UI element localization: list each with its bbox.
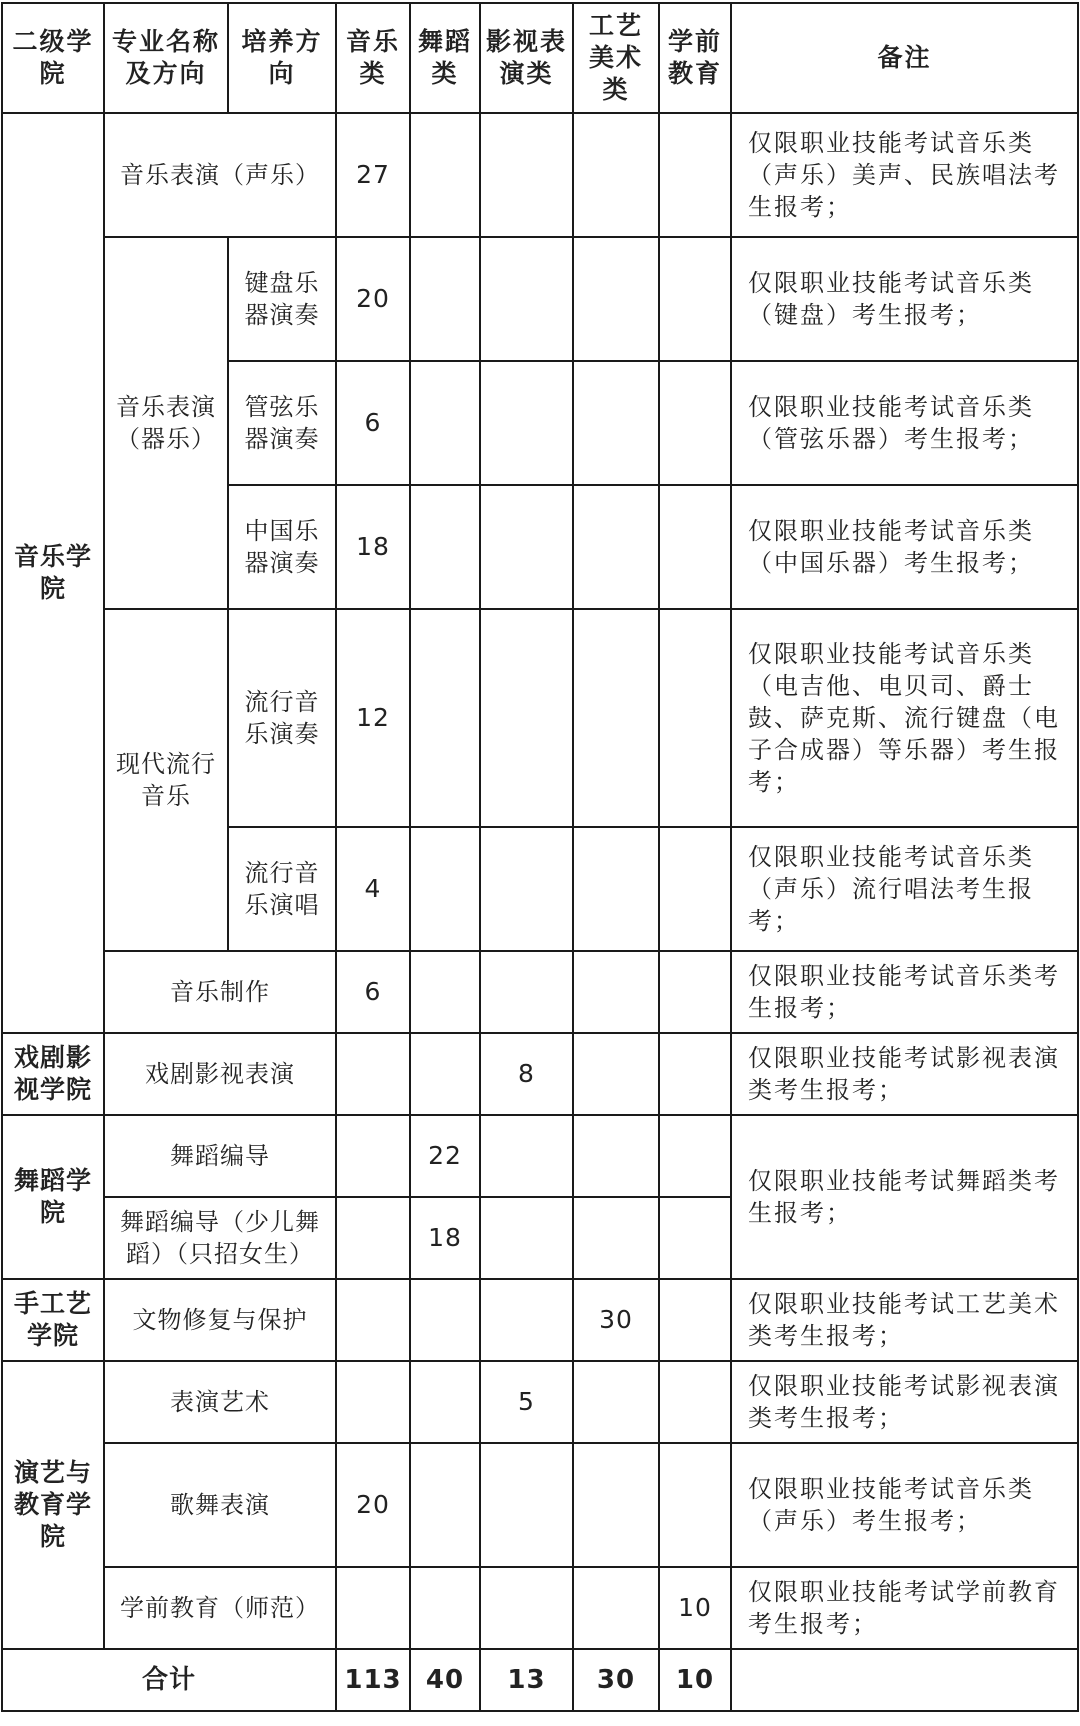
major-cell: 音乐表演（声乐）: [104, 113, 336, 237]
header-craft: 工艺美术类: [573, 3, 659, 113]
total-craft: 30: [573, 1649, 659, 1711]
major-cell: 音乐表演（器乐）: [104, 237, 228, 609]
remark-cell: 仅限职业技能考试舞蹈类考生报考；: [731, 1115, 1078, 1279]
major-cell: 音乐制作: [104, 951, 336, 1033]
college-performing-edu: 演艺与教育学院: [2, 1361, 104, 1649]
table-row: [2, 609, 1078, 827]
major-cell: 戏剧影视表演: [104, 1033, 336, 1115]
training-cell: 管弦乐器演奏: [228, 361, 336, 485]
header-college: 二级学院: [2, 3, 104, 113]
music-count: 20: [336, 1443, 410, 1567]
college-handicraft: 手工艺学院: [2, 1279, 104, 1361]
header-dance: 舞蹈类: [410, 3, 480, 113]
major-cell: 现代流行音乐: [104, 609, 228, 951]
music-count: 20: [336, 237, 410, 361]
dance-count: 18: [410, 1197, 480, 1279]
total-row: [2, 1649, 1078, 1711]
remark-cell: 仅限职业技能考试影视表演类考生报考；: [731, 1033, 1078, 1115]
header-major: 专业名称及方向: [104, 3, 228, 113]
table-row: [2, 113, 1078, 237]
remark-cell: 仅限职业技能考试音乐类（键盘）考生报考；: [731, 237, 1078, 361]
music-count: 27: [336, 113, 410, 237]
remark-cell: 仅限职业技能考试音乐类（声乐）流行唱法考生报考；: [731, 827, 1078, 951]
remark-cell: 仅限职业技能考试音乐类（声乐）美声、民族唱法考生报考；: [731, 113, 1078, 237]
total-music: 113: [336, 1649, 410, 1711]
craft-count: 30: [573, 1279, 659, 1361]
header-film: 影视表演类: [480, 3, 573, 113]
table-row: [2, 1361, 1078, 1443]
music-count: 6: [336, 951, 410, 1033]
header-training: 培养方向: [228, 3, 336, 113]
major-cell: 学前教育（师范）: [104, 1567, 336, 1649]
music-count: 4: [336, 827, 410, 951]
remark-cell: 仅限职业技能考试影视表演类考生报考；: [731, 1361, 1078, 1443]
table-row: [2, 1567, 1078, 1649]
header-music: 音乐类: [336, 3, 410, 113]
major-cell: 表演艺术: [104, 1361, 336, 1443]
total-dance: 40: [410, 1649, 480, 1711]
major-cell: 歌舞表演: [104, 1443, 336, 1567]
training-cell: 流行音乐演唱: [228, 827, 336, 951]
enrollment-table: [1, 2, 1079, 1712]
major-cell: 舞蹈编导（少儿舞蹈）（只招女生）: [104, 1197, 336, 1279]
header-row: [2, 3, 1078, 113]
college-dance: 舞蹈学院: [2, 1115, 104, 1279]
total-remark: [731, 1649, 1078, 1711]
remark-cell: 仅限职业技能考试音乐类（电吉他、电贝司、爵士鼓、萨克斯、流行键盘（电子合成器）等乐器）考生报考；: [731, 609, 1078, 827]
header-preschool: 学前教育: [659, 3, 731, 113]
music-count: 12: [336, 609, 410, 827]
film-count: 5: [480, 1361, 573, 1443]
dance-count: 22: [410, 1115, 480, 1197]
major-cell: 舞蹈编导: [104, 1115, 336, 1197]
college-drama: 戏剧影视学院: [2, 1033, 104, 1115]
training-cell: 中国乐器演奏: [228, 485, 336, 609]
table-row: [2, 951, 1078, 1033]
table-row: [2, 1443, 1078, 1567]
remark-cell: 仅限职业技能考试音乐类（管弦乐器）考生报考；: [731, 361, 1078, 485]
remark-cell: 仅限职业技能考试音乐类（声乐）考生报考；: [731, 1443, 1078, 1567]
music-count: 18: [336, 485, 410, 609]
remark-cell: 仅限职业技能考试音乐类考生报考；: [731, 951, 1078, 1033]
table-row: [2, 1115, 1078, 1197]
remark-cell: 仅限职业技能考试学前教育考生报考；: [731, 1567, 1078, 1649]
total-preschool: 10: [659, 1649, 731, 1711]
total-label: 合计: [2, 1649, 336, 1711]
table-row: [2, 1279, 1078, 1361]
table-row: [2, 237, 1078, 361]
remark-cell: 仅限职业技能考试工艺美术类考生报考；: [731, 1279, 1078, 1361]
college-music: 音乐学院: [2, 113, 104, 1033]
table-row: [2, 1033, 1078, 1115]
total-film: 13: [480, 1649, 573, 1711]
preschool-count: 10: [659, 1567, 731, 1649]
music-count: 6: [336, 361, 410, 485]
remark-cell: 仅限职业技能考试音乐类（中国乐器）考生报考；: [731, 485, 1078, 609]
major-cell: 文物修复与保护: [104, 1279, 336, 1361]
training-cell: 键盘乐器演奏: [228, 237, 336, 361]
training-cell: 流行音乐演奏: [228, 609, 336, 827]
header-remark: 备注: [731, 3, 1078, 113]
film-count: 8: [480, 1033, 573, 1115]
